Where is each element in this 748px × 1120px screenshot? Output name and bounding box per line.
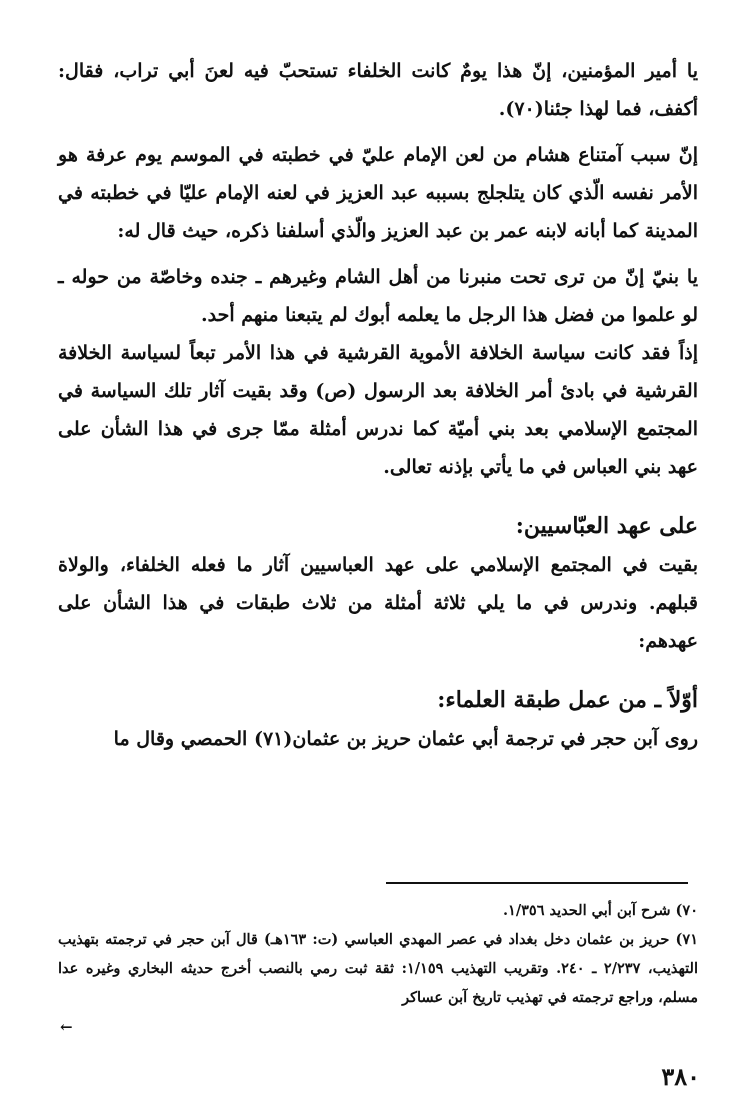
- paragraph-4: إذاً فقد كانت سياسة الخلافة الأموية القرشية في هذا الأمر تبعاً لسياسة الخلافة القرشية في بادئ أمر الخلافة بعد الرسول (ص) وقد بقيت آثار تلك السياسة في المجتمع الإسلامي بعد بني أميّة كما ندرس أمثلة ممّا جرى في هذا الشأن على عهد بني العباس في ما يأتي بإذنه تعالى.: [58, 342, 698, 478]
- paragraph-5: بقيت في المجتمع الإسلامي على عهد العباسيين آثار ما فعله الخلفاء، والولاة قبلهم. وندرس في ما يلي ثلاثة أمثلة من ثلاث طبقات في هذا الشأن على عهدهم:: [58, 554, 698, 652]
- paragraph-1: يا أمير المؤمنين، إنّ هذا يومٌ كانت الخلفاء تستحبّ فيه لعنَ أبي تراب، فقال: أكفف، فما لهذا جئنا(٧٠).: [58, 60, 698, 120]
- paragraph-6: روى آبن حجر في ترجمة أبي عثمان حريز بن عثمان(٧١) الحمصي وقال ما: [113, 728, 698, 750]
- continuation-arrow-icon: ←: [60, 1018, 73, 1036]
- footnote-separator: [386, 882, 688, 884]
- footnotes: [58, 896, 698, 1012]
- footnote-71: ٧١) حريز بن عثمان دخل بغداد في عصر المهدي العباسي (ت: ١٦٣هـ) قال آبن حجر في ترجمته بتهذيب التهذيب، ٢/٢٣٧ ـ ٢٤٠. وتقريب التهذيب ١/١٥٩: ثقة ثبت رمي بالنصب أخرج حديثه البخاري وغيره عدا مسلم، وراجع ترجمته في تهذيب تاريخ آبن عساكر: [58, 931, 698, 1006]
- page-number: ٣٨٠: [661, 1062, 700, 1091]
- section-heading-scholars: أوّلاً ـ من عمل طبقة العلماء:: [437, 687, 698, 713]
- paragraph-3: يا بنيّ إنّ من ترى تحت منبرنا من أهل الشام وغيرهم ـ جنده وخاصّة من حوله ـ لو علموا من فضل هذا الرجل ما يعلمه أبوك لم يتبعنا منهم أحد.: [58, 266, 698, 326]
- footnote-70: ٧٠) شرح آبن أبي الحديد ١/٣٥٦.: [502, 902, 698, 919]
- section-heading-abbasids: على عهد العبّاسيين:: [515, 513, 698, 539]
- main-text: [58, 52, 698, 758]
- paragraph-2: إنّ سبب آمتناع هشام من لعن الإمام عليّ في خطبته في الموسم يوم عرفة هو الأمر نفسه الّذي كان يتلجلج بسببه عبد العزيز في لعنه الإمام عليّا في خطبته في المدينة كما أبانه لابنه عمر بن عبد العزيز والّذي أسلفنا ذكره، حيث قال له:: [58, 144, 698, 242]
